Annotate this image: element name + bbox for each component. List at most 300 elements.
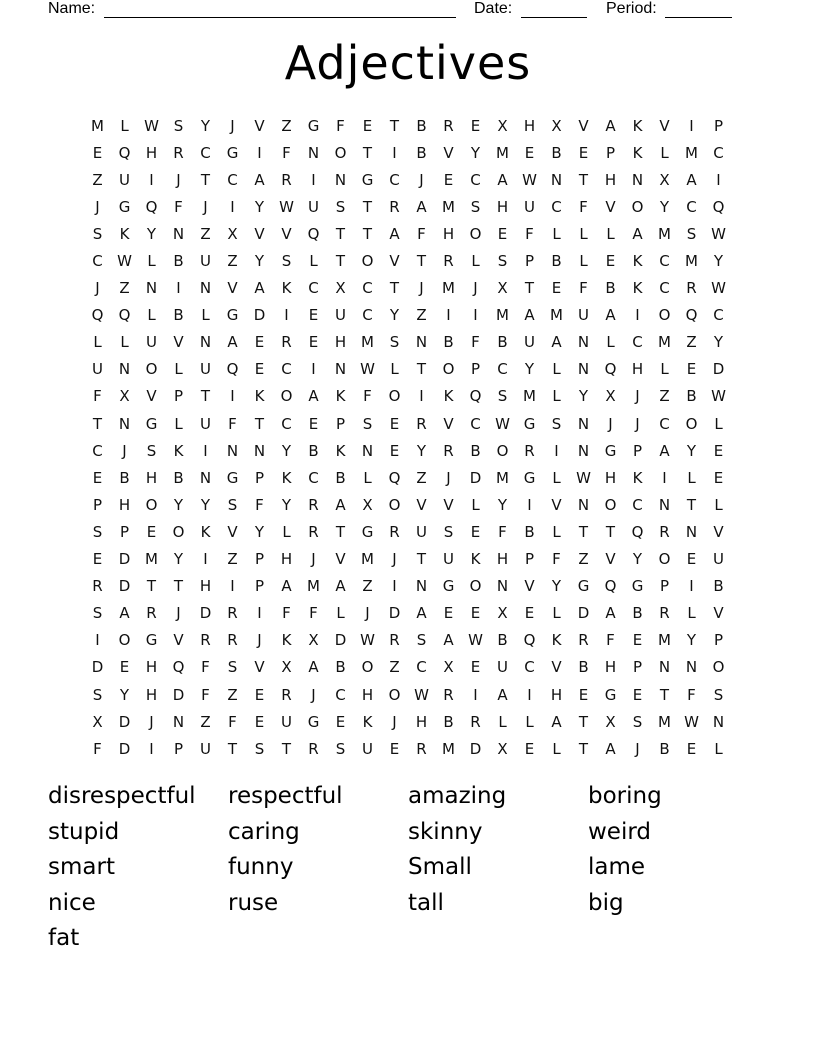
grid-letter[interactable]: N [577, 333, 590, 352]
grid-letter[interactable]: I [527, 685, 532, 704]
grid-letter[interactable]: E [713, 468, 724, 487]
grid-letter[interactable]: V [146, 387, 157, 406]
grid-letter[interactable]: T [173, 577, 184, 596]
grid-letter[interactable]: B [524, 522, 535, 541]
grid-letter[interactable]: A [605, 116, 616, 135]
grid-letter[interactable]: K [335, 441, 346, 460]
grid-letter[interactable]: P [254, 577, 265, 596]
grid-letter[interactable]: X [443, 658, 454, 677]
grid-letter[interactable]: Y [281, 441, 292, 460]
grid-letter[interactable]: M [496, 306, 509, 325]
grid-letter[interactable]: G [226, 143, 239, 162]
grid-letter[interactable]: T [524, 279, 535, 298]
grid-letter[interactable]: R [416, 414, 427, 433]
grid-letter[interactable]: M [658, 333, 671, 352]
grid-letter[interactable]: Y [254, 197, 265, 216]
grid-letter[interactable]: W [522, 170, 537, 189]
grid-letter[interactable]: R [443, 116, 454, 135]
grid-letter[interactable]: E [146, 522, 157, 541]
grid-letter[interactable]: H [604, 170, 617, 189]
grid-letter[interactable]: U [362, 739, 373, 758]
grid-letter[interactable]: Q [469, 387, 482, 406]
grid-letter[interactable]: E [389, 441, 400, 460]
grid-letter[interactable]: A [335, 495, 346, 514]
grid-letter[interactable]: Z [389, 658, 400, 677]
grid-letter[interactable]: C [362, 306, 373, 325]
grid-letter[interactable]: O [712, 658, 725, 677]
grid-letter[interactable]: Q [172, 658, 185, 677]
grid-letter[interactable]: W [117, 252, 132, 271]
grid-letter[interactable]: F [471, 333, 480, 352]
grid-letter[interactable]: K [362, 712, 373, 731]
grid-letter[interactable]: A [308, 658, 319, 677]
grid-letter[interactable]: X [497, 279, 508, 298]
grid-letter[interactable]: A [659, 441, 670, 460]
grid-letter[interactable]: E [524, 604, 535, 623]
grid-letter[interactable]: A [227, 333, 238, 352]
grid-letter[interactable]: U [443, 550, 454, 569]
grid-letter[interactable]: E [578, 143, 589, 162]
grid-letter[interactable]: I [176, 279, 181, 298]
grid-letter[interactable]: B [416, 143, 427, 162]
grid-letter[interactable]: A [524, 306, 535, 325]
grid-letter[interactable]: M [145, 550, 158, 569]
grid-letter[interactable]: Y [497, 495, 508, 514]
grid-letter[interactable]: S [416, 631, 427, 650]
grid-letter[interactable]: Q [712, 197, 725, 216]
grid-letter[interactable]: B [497, 333, 508, 352]
grid-letter[interactable]: J [392, 550, 397, 569]
grid-letter[interactable]: S [92, 522, 103, 541]
grid-letter[interactable]: W [279, 197, 294, 216]
grid-letter[interactable]: W [711, 224, 726, 243]
grid-letter[interactable]: H [334, 333, 347, 352]
grid-letter[interactable]: Y [578, 387, 589, 406]
grid-letter[interactable]: C [497, 360, 508, 379]
grid-letter[interactable]: O [604, 495, 617, 514]
grid-letter[interactable]: A [254, 279, 265, 298]
grid-letter[interactable]: O [118, 631, 131, 650]
grid-letter[interactable]: E [470, 604, 481, 623]
grid-letter[interactable]: Z [362, 577, 373, 596]
grid-letter[interactable]: H [604, 468, 617, 487]
grid-letter[interactable]: M [496, 468, 509, 487]
grid-letter[interactable]: E [578, 685, 589, 704]
grid-letter[interactable]: R [389, 631, 400, 650]
grid-letter[interactable]: A [497, 170, 508, 189]
grid-letter[interactable]: S [335, 739, 346, 758]
grid-letter[interactable]: I [203, 550, 208, 569]
grid-letter[interactable]: L [120, 116, 129, 135]
grid-letter[interactable]: C [551, 197, 562, 216]
grid-letter[interactable]: A [308, 387, 319, 406]
grid-letter[interactable]: Z [92, 170, 103, 189]
grid-letter[interactable]: N [172, 224, 185, 243]
grid-letter[interactable]: V [443, 143, 454, 162]
grid-letter[interactable]: Y [254, 252, 265, 271]
grid-letter[interactable]: A [551, 333, 562, 352]
grid-letter[interactable]: Y [200, 116, 211, 135]
grid-letter[interactable]: A [254, 170, 265, 189]
grid-letter[interactable]: S [92, 224, 103, 243]
grid-letter[interactable]: C [92, 252, 103, 271]
grid-letter[interactable]: S [92, 685, 103, 704]
grid-letter[interactable]: C [335, 685, 346, 704]
grid-letter[interactable]: A [389, 224, 400, 243]
date-blank-line[interactable] [521, 17, 587, 18]
grid-letter[interactable]: L [174, 414, 183, 433]
grid-letter[interactable]: E [443, 604, 454, 623]
grid-letter[interactable]: Y [173, 550, 184, 569]
grid-letter[interactable]: K [281, 279, 292, 298]
grid-letter[interactable]: R [308, 522, 319, 541]
grid-letter[interactable]: L [579, 224, 588, 243]
grid-letter[interactable]: B [497, 631, 508, 650]
grid-letter[interactable]: S [470, 197, 481, 216]
grid-letter[interactable]: V [227, 522, 238, 541]
grid-letter[interactable]: J [446, 468, 451, 487]
grid-letter[interactable]: N [334, 170, 347, 189]
grid-letter[interactable]: W [414, 685, 429, 704]
grid-letter[interactable]: F [174, 197, 183, 216]
grid-letter[interactable]: H [604, 658, 617, 677]
grid-letter[interactable]: G [577, 577, 590, 596]
grid-letter[interactable]: E [470, 522, 481, 541]
grid-letter[interactable]: I [662, 468, 667, 487]
grid-letter[interactable]: U [200, 252, 211, 271]
period-blank-line[interactable] [665, 17, 732, 18]
grid-letter[interactable]: S [497, 387, 508, 406]
grid-letter[interactable]: T [659, 685, 670, 704]
grid-letter[interactable]: M [685, 252, 698, 271]
grid-letter[interactable]: E [632, 631, 643, 650]
grid-letter[interactable]: S [551, 414, 562, 433]
grid-letter[interactable]: Q [145, 197, 158, 216]
grid-letter[interactable]: T [389, 116, 400, 135]
grid-letter[interactable]: E [524, 739, 535, 758]
grid-letter[interactable]: D [469, 468, 482, 487]
grid-letter[interactable]: C [659, 279, 670, 298]
grid-letter[interactable]: L [147, 306, 156, 325]
grid-letter[interactable]: R [281, 685, 292, 704]
grid-letter[interactable]: T [146, 577, 157, 596]
grid-letter[interactable]: N [658, 658, 671, 677]
grid-letter[interactable]: F [93, 739, 102, 758]
grid-letter[interactable]: X [281, 658, 292, 677]
grid-letter[interactable]: H [145, 468, 158, 487]
grid-letter[interactable]: C [632, 495, 643, 514]
grid-letter[interactable]: Y [524, 360, 535, 379]
grid-letter[interactable]: B [173, 468, 184, 487]
grid-letter[interactable]: H [145, 685, 158, 704]
grid-letter[interactable]: C [227, 170, 238, 189]
grid-letter[interactable]: H [496, 197, 509, 216]
grid-letter[interactable]: B [686, 387, 697, 406]
grid-letter[interactable]: Z [200, 712, 211, 731]
grid-letter[interactable]: Q [307, 224, 320, 243]
grid-letter[interactable]: T [578, 739, 589, 758]
grid-letter[interactable]: J [635, 739, 640, 758]
grid-letter[interactable]: F [417, 224, 426, 243]
grid-letter[interactable]: E [551, 279, 562, 298]
grid-letter[interactable]: C [92, 441, 103, 460]
grid-letter[interactable]: N [199, 333, 212, 352]
grid-letter[interactable]: D [118, 577, 131, 596]
grid-letter[interactable]: Q [118, 143, 131, 162]
grid-letter[interactable]: O [469, 224, 482, 243]
grid-letter[interactable]: S [173, 116, 184, 135]
grid-letter[interactable]: E [254, 333, 265, 352]
grid-letter[interactable]: G [226, 468, 239, 487]
grid-letter[interactable]: A [497, 685, 508, 704]
grid-letter[interactable]: C [416, 658, 427, 677]
grid-letter[interactable]: N [334, 360, 347, 379]
grid-letter[interactable]: J [365, 604, 370, 623]
grid-letter[interactable]: W [360, 360, 375, 379]
grid-letter[interactable]: V [605, 197, 616, 216]
grid-letter[interactable]: X [605, 387, 616, 406]
grid-letter[interactable]: B [443, 712, 454, 731]
grid-letter[interactable]: Y [200, 495, 211, 514]
grid-letter[interactable]: I [230, 197, 235, 216]
grid-letter[interactable]: Q [685, 306, 698, 325]
grid-letter[interactable]: L [552, 739, 561, 758]
grid-letter[interactable]: X [605, 712, 616, 731]
grid-letter[interactable]: L [714, 414, 723, 433]
grid-letter[interactable]: J [230, 116, 235, 135]
grid-letter[interactable]: F [228, 712, 237, 731]
grid-letter[interactable]: V [551, 658, 562, 677]
grid-letter[interactable]: L [606, 224, 615, 243]
grid-letter[interactable]: S [254, 739, 265, 758]
grid-letter[interactable]: S [632, 712, 643, 731]
grid-letter[interactable]: K [281, 468, 292, 487]
grid-letter[interactable]: L [687, 604, 696, 623]
grid-letter[interactable]: W [684, 712, 699, 731]
grid-letter[interactable]: L [714, 739, 723, 758]
grid-letter[interactable]: N [199, 279, 212, 298]
grid-letter[interactable]: C [659, 414, 670, 433]
grid-letter[interactable]: Z [227, 685, 238, 704]
grid-letter[interactable]: J [419, 170, 424, 189]
grid-letter[interactable]: B [308, 441, 319, 460]
grid-letter[interactable]: Q [604, 577, 617, 596]
grid-letter[interactable]: X [497, 116, 508, 135]
grid-letter[interactable]: C [632, 333, 643, 352]
grid-letter[interactable]: G [145, 414, 158, 433]
grid-letter[interactable]: R [470, 712, 481, 731]
grid-letter[interactable]: T [227, 739, 238, 758]
grid-letter[interactable]: L [93, 333, 102, 352]
grid-letter[interactable]: I [527, 495, 532, 514]
grid-letter[interactable]: T [335, 522, 346, 541]
grid-letter[interactable]: B [578, 658, 589, 677]
grid-letter[interactable]: R [146, 604, 157, 623]
grid-letter[interactable]: E [713, 441, 724, 460]
grid-letter[interactable]: I [230, 577, 235, 596]
grid-letter[interactable]: A [119, 604, 130, 623]
grid-letter[interactable]: C [470, 170, 481, 189]
grid-letter[interactable]: L [552, 468, 561, 487]
grid-letter[interactable]: O [658, 550, 671, 569]
grid-letter[interactable]: I [419, 387, 424, 406]
grid-letter[interactable]: R [443, 441, 454, 460]
grid-letter[interactable]: T [416, 360, 427, 379]
grid-letter[interactable]: P [659, 577, 670, 596]
grid-letter[interactable]: J [608, 414, 613, 433]
grid-letter[interactable]: O [388, 387, 401, 406]
grid-letter[interactable]: I [392, 577, 397, 596]
grid-letter[interactable]: P [173, 387, 184, 406]
grid-letter[interactable]: G [523, 468, 536, 487]
grid-letter[interactable]: U [200, 414, 211, 433]
grid-letter[interactable]: Y [686, 631, 697, 650]
grid-letter[interactable]: O [631, 197, 644, 216]
grid-letter[interactable]: C [659, 252, 670, 271]
grid-letter[interactable]: Q [91, 306, 104, 325]
grid-letter[interactable]: U [713, 550, 724, 569]
grid-letter[interactable]: B [335, 658, 346, 677]
grid-letter[interactable]: P [92, 495, 103, 514]
grid-letter[interactable]: F [552, 550, 561, 569]
grid-letter[interactable]: V [173, 333, 184, 352]
grid-letter[interactable]: J [473, 279, 478, 298]
grid-letter[interactable]: R [389, 197, 400, 216]
grid-letter[interactable]: W [711, 387, 726, 406]
grid-letter[interactable]: H [280, 550, 293, 569]
grid-letter[interactable]: C [713, 143, 724, 162]
grid-letter[interactable]: B [443, 333, 454, 352]
grid-letter[interactable]: J [392, 712, 397, 731]
grid-letter[interactable]: E [254, 360, 265, 379]
grid-letter[interactable]: L [363, 468, 372, 487]
grid-letter[interactable]: S [497, 252, 508, 271]
grid-letter[interactable]: J [95, 279, 100, 298]
grid-letter[interactable]: I [716, 170, 721, 189]
grid-letter[interactable]: Z [281, 116, 292, 135]
grid-letter[interactable]: G [361, 170, 374, 189]
grid-letter[interactable]: M [307, 577, 320, 596]
grid-letter[interactable]: R [227, 604, 238, 623]
grid-letter[interactable]: I [689, 577, 694, 596]
grid-letter[interactable]: Y [119, 685, 130, 704]
grid-letter[interactable]: T [335, 224, 346, 243]
grid-letter[interactable]: Z [578, 550, 589, 569]
grid-letter[interactable]: L [552, 224, 561, 243]
grid-letter[interactable]: P [335, 414, 346, 433]
grid-letter[interactable]: B [173, 252, 184, 271]
grid-letter[interactable]: C [308, 468, 319, 487]
grid-letter[interactable]: I [257, 143, 262, 162]
grid-letter[interactable]: W [360, 631, 375, 650]
grid-letter[interactable]: F [363, 387, 372, 406]
grid-letter[interactable]: X [119, 387, 130, 406]
grid-letter[interactable]: G [442, 577, 455, 596]
grid-letter[interactable]: A [605, 739, 616, 758]
grid-letter[interactable]: E [605, 252, 616, 271]
grid-letter[interactable]: K [632, 116, 643, 135]
grid-letter[interactable]: F [255, 495, 264, 514]
grid-letter[interactable]: E [443, 170, 454, 189]
grid-letter[interactable]: N [685, 658, 698, 677]
grid-letter[interactable]: T [200, 170, 211, 189]
grid-letter[interactable]: N [712, 712, 725, 731]
grid-letter[interactable]: H [118, 495, 131, 514]
grid-letter[interactable]: S [146, 441, 157, 460]
grid-letter[interactable]: F [282, 604, 291, 623]
grid-letter[interactable]: E [92, 550, 103, 569]
grid-letter[interactable]: J [311, 685, 316, 704]
grid-letter[interactable]: K [470, 550, 481, 569]
grid-letter[interactable]: R [443, 252, 454, 271]
grid-letter[interactable]: Y [470, 143, 481, 162]
grid-letter[interactable]: M [550, 306, 563, 325]
grid-letter[interactable]: D [577, 604, 590, 623]
grid-letter[interactable]: P [470, 360, 481, 379]
grid-letter[interactable]: P [605, 143, 616, 162]
grid-letter[interactable]: G [307, 712, 320, 731]
grid-letter[interactable]: S [362, 414, 373, 433]
grid-letter[interactable]: L [552, 387, 561, 406]
grid-letter[interactable]: L [120, 333, 129, 352]
grid-letter[interactable]: P [713, 631, 724, 650]
grid-letter[interactable]: H [523, 116, 536, 135]
grid-letter[interactable]: E [254, 712, 265, 731]
grid-letter[interactable]: C [470, 414, 481, 433]
grid-letter[interactable]: N [199, 468, 212, 487]
grid-letter[interactable]: E [686, 739, 697, 758]
grid-letter[interactable]: G [631, 577, 644, 596]
grid-letter[interactable]: R [92, 577, 103, 596]
grid-letter[interactable]: D [712, 360, 725, 379]
grid-letter[interactable]: B [632, 604, 643, 623]
grid-letter[interactable]: K [632, 252, 643, 271]
grid-letter[interactable]: A [335, 577, 346, 596]
grid-letter[interactable]: A [416, 197, 427, 216]
grid-letter[interactable]: M [361, 550, 374, 569]
grid-letter[interactable]: P [119, 522, 130, 541]
grid-letter[interactable]: S [686, 224, 697, 243]
grid-letter[interactable]: Z [200, 224, 211, 243]
grid-letter[interactable]: M [523, 387, 536, 406]
grid-letter[interactable]: I [689, 116, 694, 135]
grid-letter[interactable]: F [579, 279, 588, 298]
grid-letter[interactable]: F [336, 116, 345, 135]
grid-letter[interactable]: A [416, 604, 427, 623]
grid-letter[interactable]: H [415, 712, 428, 731]
grid-letter[interactable]: T [416, 550, 427, 569]
grid-letter[interactable]: N [577, 441, 590, 460]
grid-letter[interactable]: L [552, 360, 561, 379]
grid-letter[interactable]: N [118, 414, 131, 433]
grid-letter[interactable]: T [254, 414, 265, 433]
grid-letter[interactable]: X [92, 712, 103, 731]
grid-letter[interactable]: E [335, 712, 346, 731]
name-blank-line[interactable] [104, 17, 456, 18]
grid-letter[interactable]: T [578, 522, 589, 541]
grid-letter[interactable]: N [415, 577, 428, 596]
grid-letter[interactable]: N [496, 577, 509, 596]
grid-letter[interactable]: L [714, 495, 723, 514]
grid-letter[interactable]: O [658, 306, 671, 325]
grid-letter[interactable]: P [632, 441, 643, 460]
grid-letter[interactable]: C [713, 306, 724, 325]
grid-letter[interactable]: L [525, 712, 534, 731]
grid-letter[interactable]: J [419, 279, 424, 298]
grid-letter[interactable]: N [172, 712, 185, 731]
grid-letter[interactable]: U [578, 306, 589, 325]
grid-letter[interactable]: Y [713, 252, 724, 271]
